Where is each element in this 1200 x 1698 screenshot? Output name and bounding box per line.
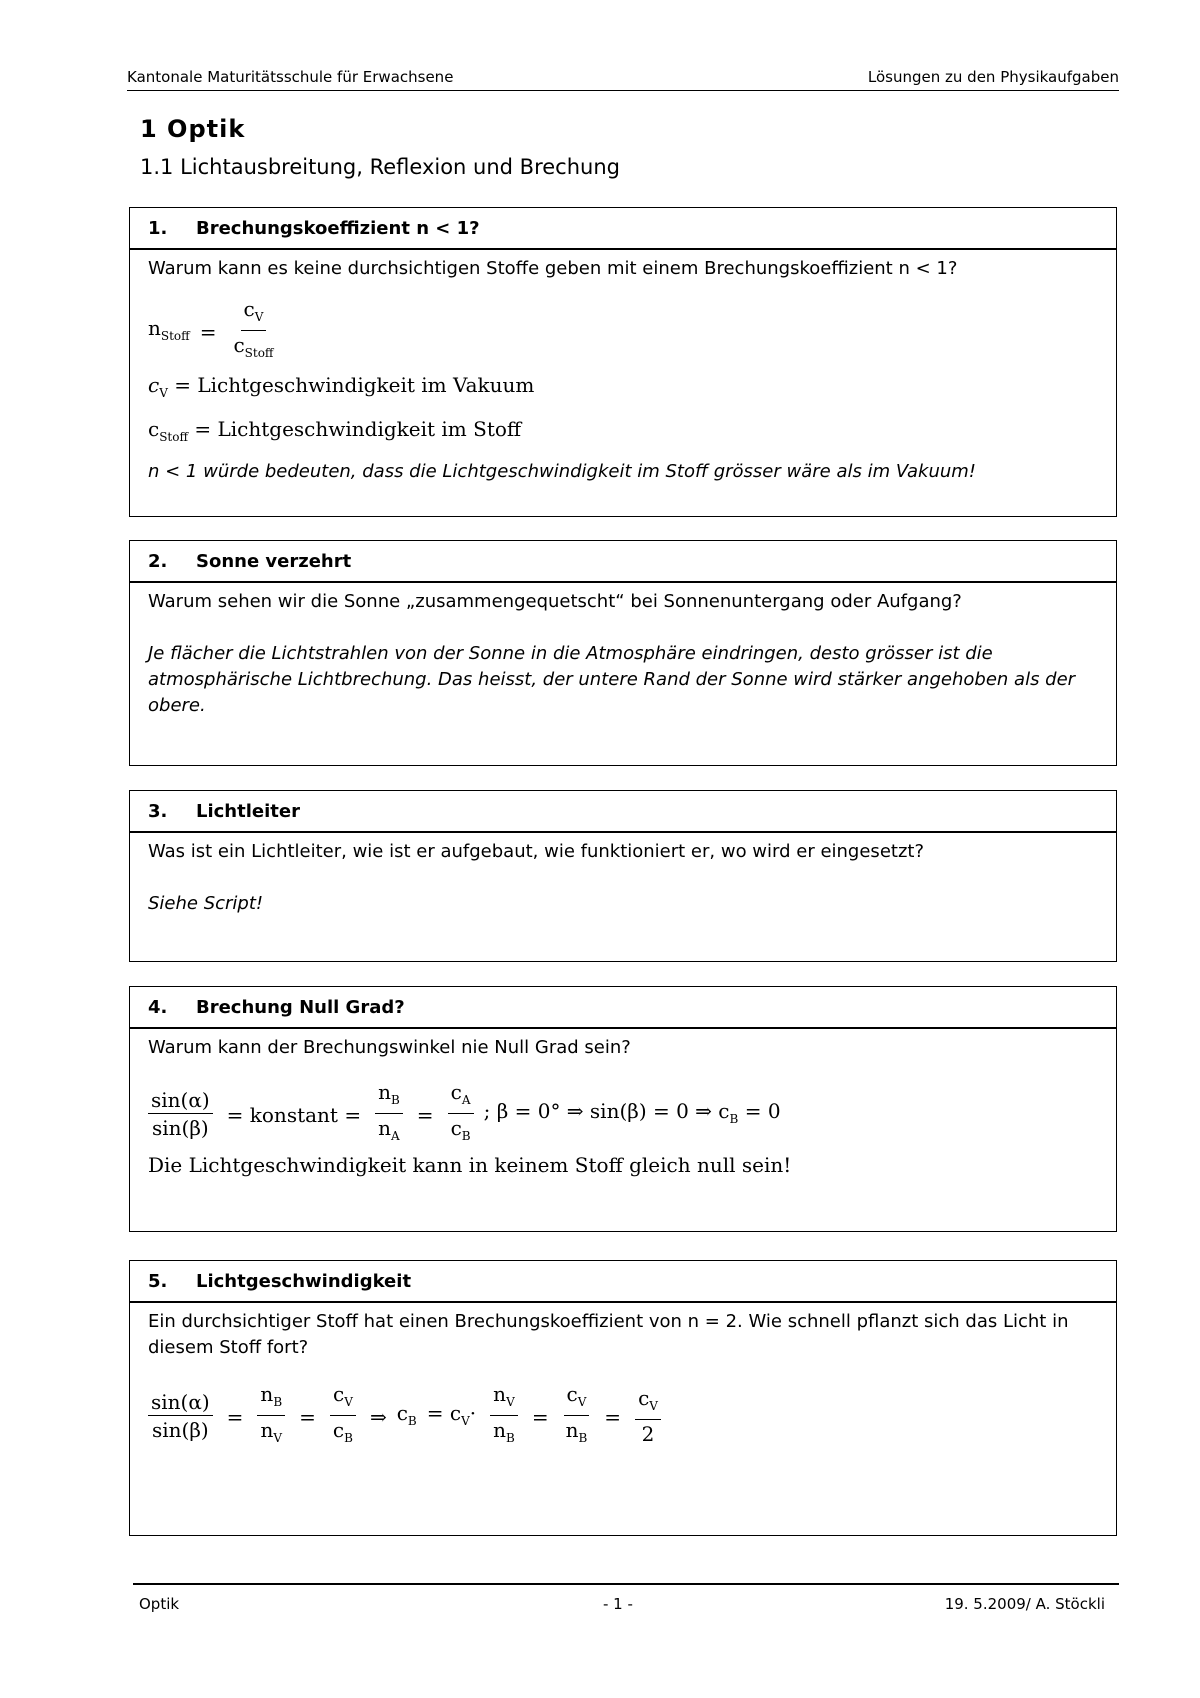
task-question: Warum kann der Brechungswinkel nie Null Grad sein? (148, 1037, 631, 1058)
task-answer: Siehe Script! (148, 893, 264, 914)
formula-speed: $\frac{\sin(\alpha)}{\sin(\beta)}$ = $\frac{n_B}{n_V}$ = $\frac{c_V}{c_B}$ ⇒ $c_B$ = $c_V\cdot$ $\frac{n_V}{n_B}$ = $\frac{c_V}{n_B}$ = $\frac{c_V}{2}$ (148, 1381, 1098, 1452)
task-number: 3. (148, 801, 168, 822)
task-header (130, 208, 1116, 250)
task-number: 2. (148, 551, 168, 572)
task-question: Warum sehen wir die Sonne „zusammengequetscht“ bei Sonnenuntergang oder Aufgang? (148, 591, 962, 612)
section-title: 1.1 Lichtausbreitung, Reflexion und Brechung (140, 155, 620, 179)
task-answer: Je flächer die Lichtstrahlen von der Sonne in die Atmosphäre eindringen, desto grösser ist die atmosphärische Lichtbrechung. Das heisst, der untere Rand der Sonne wird stärker angehoben als der obere. (148, 643, 1076, 716)
task-header (130, 987, 1116, 1029)
task-box-5 (129, 1260, 1117, 1536)
task-number: 5. (148, 1271, 168, 1292)
task-title: Sonne verzehrt (196, 551, 352, 572)
task-body (130, 583, 1116, 719)
task-header (130, 541, 1116, 583)
task-title: Lichtgeschwindigkeit (196, 1271, 412, 1292)
page-header (127, 68, 1119, 91)
page-footer (133, 1583, 1119, 1613)
task-answer: Die Lichtgeschwindigkeit kann in keinem Stoff gleich null sein! (148, 1153, 792, 1177)
task-header (130, 791, 1116, 833)
task-box-1 (129, 207, 1117, 517)
task-header (130, 1261, 1116, 1303)
task-question: Warum kann es keine durchsichtigen Stoffe geben mit einem Brechungskoeffizient n < 1? (148, 258, 958, 279)
task-number: 4. (148, 997, 168, 1018)
task-body (130, 1303, 1116, 1452)
definition-cstoff: $c_{Stoff}$ = Lichtgeschwindigkeit im Stoff (148, 417, 522, 444)
task-box-3 (129, 790, 1117, 962)
formula-snell-zero: $\frac{\sin(\alpha)}{\sin(\beta)}$ = konstant = $\frac{n_B}{n_A}$ = $\frac{c_A}{c_B}$ ; β = 0° ⇒ sin(β) = 0 ⇒ $c_B = 0$ (148, 1079, 1098, 1150)
formula-refraction-index: $n_{Stoff}$ = $\frac{c_V}{c_{Stoff}}$ (148, 297, 274, 360)
task-title: Brechung Null Grad? (196, 997, 405, 1018)
chapter-title: 1 Optik (140, 115, 246, 143)
task-body (130, 250, 1116, 485)
task-title: Brechungskoeffizient n < 1? (196, 218, 480, 239)
task-box-4 (129, 986, 1117, 1232)
header-right: Lösungen zu den Physikaufgaben (867, 68, 1119, 86)
task-question: Was ist ein Lichtleiter, wie ist er aufgebaut, wie funktioniert er, wo wird er eingesetzt? (148, 841, 925, 862)
page-number: - 1 - (603, 1595, 633, 1613)
footer-left: Optik (139, 1595, 180, 1613)
footer-right: 19. 5.2009/ A. Stöckli (944, 1595, 1105, 1613)
task-question: Ein durchsichtiger Stoff hat einen Brechungskoeffizient von n = 2. Wie schnell pflanzt sich das Licht in diesem Stoff fort? (148, 1311, 1069, 1358)
task-title: Lichtleiter (196, 801, 300, 822)
definition-cv: $c_V$ = Lichtgeschwindigkeit im Vakuum (148, 373, 535, 400)
header-left: Kantonale Maturitätsschule für Erwachsene (127, 68, 454, 86)
task-body (130, 1029, 1116, 1178)
task-number: 1. (148, 218, 168, 239)
task-answer: n < 1 würde bedeuten, dass die Lichtgeschwindigkeit im Stoff grösser wäre als im Vakuum! (148, 461, 977, 482)
task-box-2 (129, 540, 1117, 766)
task-body (130, 833, 1116, 917)
